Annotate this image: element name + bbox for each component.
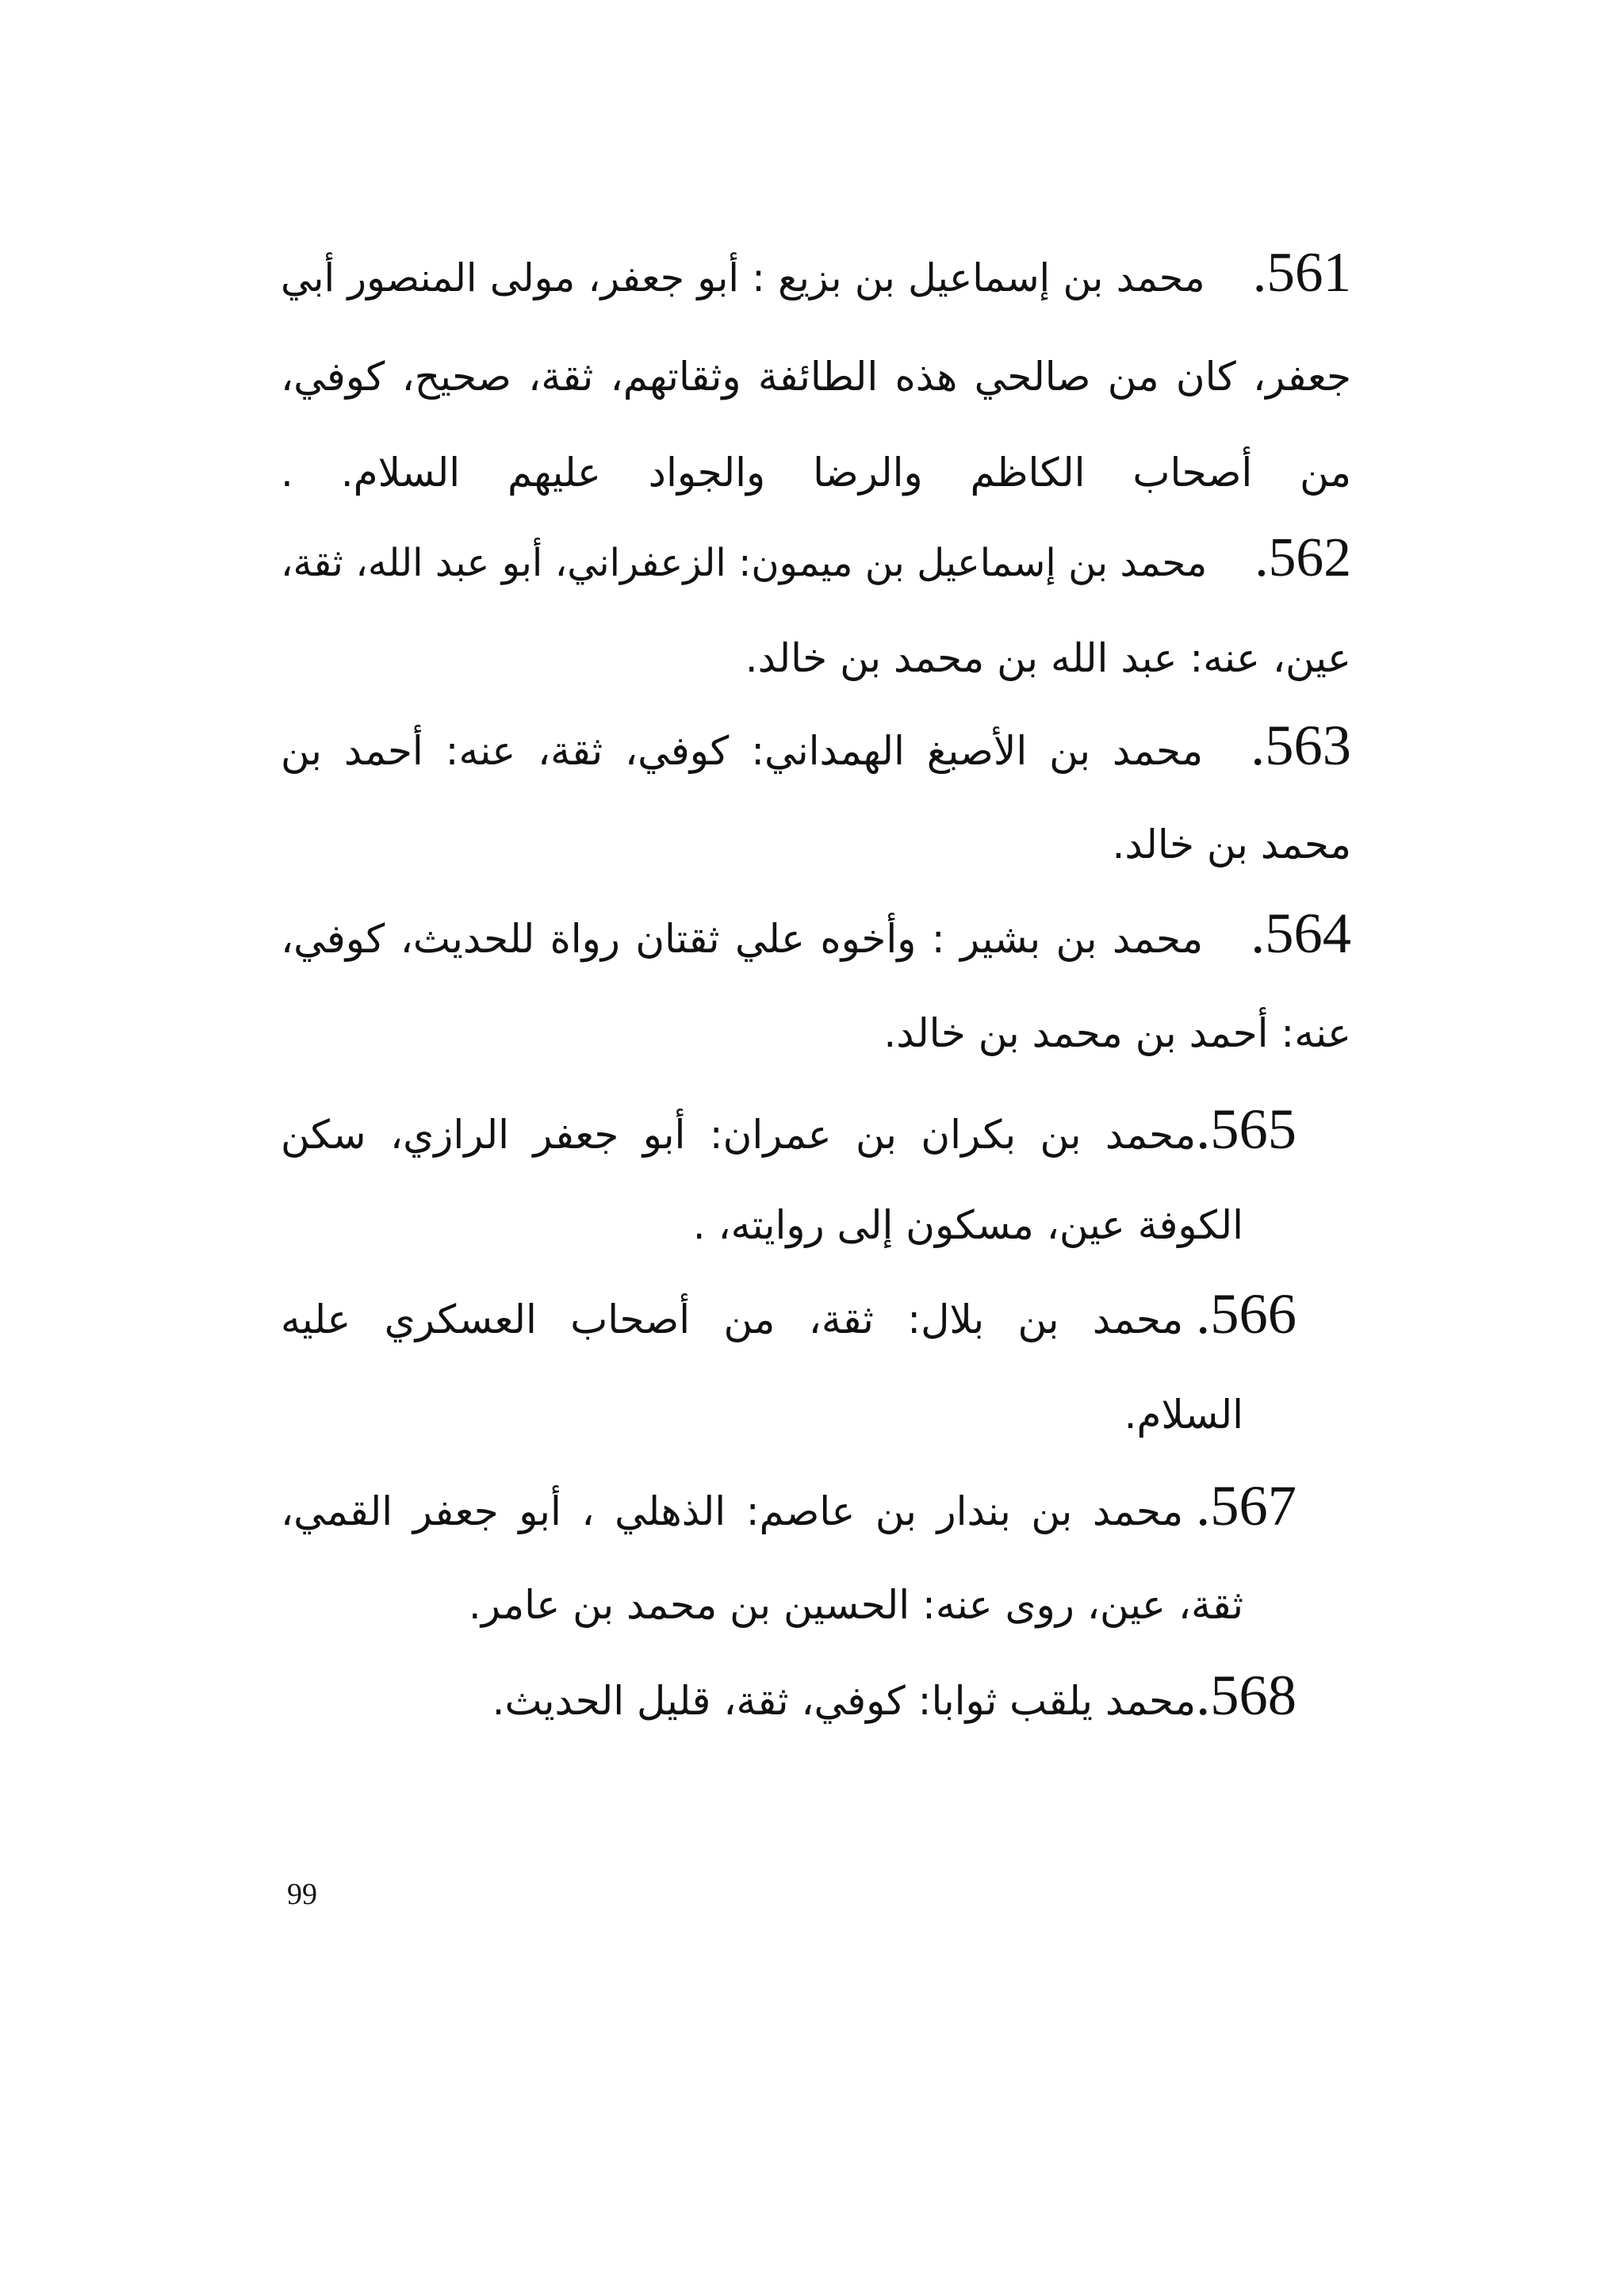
entry-563-line-1 — [281, 702, 1351, 795]
entry-text: محمد بن الأصبغ الهمداني: كوفي، ثقة، عنه: أحمد بن — [281, 728, 1204, 774]
entry-564-line-2 — [281, 990, 1351, 1077]
entry-text: محمد بن خالد. — [1112, 821, 1351, 867]
entry-number: 564. — [1251, 901, 1351, 965]
entry-568-line-1 — [281, 1652, 1297, 1744]
entry-text: محمد بن بلال: ثقة، من أصحاب العسكري عليه — [281, 1296, 1184, 1342]
entry-text: محمد بن إسماعيل بن ميمون: الزعفراني، أبو عبد الله، ثقة، — [281, 541, 1208, 585]
entry-text: محمد بن بشير : وأخوه علي ثقتان رواة للحديث، كوفي، — [281, 916, 1204, 962]
entry-563-line-2 — [281, 801, 1351, 888]
entry-text: محمد بن إسماعيل بن بزيع : أبو جعفر، مولى المنصور أبي — [281, 255, 1205, 301]
entry-562-line-1 — [281, 515, 1351, 607]
entry-text: عين، عنه: عبد الله بن محمد بن خالد. — [745, 635, 1351, 681]
entry-number: 568. — [1196, 1663, 1297, 1727]
entry-564-line-1 — [281, 890, 1351, 982]
entry-text: عنه: أحمد بن محمد بن خالد. — [883, 1010, 1351, 1056]
entry-567-line-1 — [281, 1462, 1297, 1555]
entry-text: ثقة، عين، روى عنه: الحسين بن محمد بن عامر. — [468, 1582, 1243, 1628]
entry-number: 561. — [1252, 242, 1351, 304]
entry-562-line-2 — [281, 615, 1351, 702]
page-number: 99 — [287, 1878, 317, 1911]
entry-text: محمد يلقب ثوابا: كوفي، ثقة، قليل الحديث. — [492, 1678, 1197, 1724]
entry-565-line-2 — [281, 1181, 1243, 1269]
entry-text: محمد بن بندار بن عاصم: الذهلي ، أبو جعفر القمي، — [281, 1488, 1184, 1534]
entry-561-line-1 — [281, 229, 1351, 322]
entry-561-line-2 — [281, 333, 1351, 420]
entry-number: 566. — [1196, 1281, 1297, 1346]
entry-number: 567. — [1196, 1473, 1297, 1538]
entry-565-line-1 — [281, 1086, 1297, 1178]
entry-566-line-2 — [281, 1371, 1243, 1458]
entry-text: جعفر، كان من صالحي هذه الطائفة وثقاتهم، ثقة، صحيح، كوفي، — [281, 354, 1351, 400]
entry-text: محمد بن بكران بن عمران: أبو جعفر الرازي، سكن — [281, 1112, 1197, 1158]
entry-number: 563. — [1251, 713, 1351, 777]
entry-text: السلام. — [1124, 1392, 1243, 1438]
entry-text: من أصحاب الكاظم والرضا والجواد عليهم السلام. . — [281, 450, 1351, 496]
entry-567-line-2 — [281, 1561, 1243, 1649]
entry-number: 565. — [1196, 1097, 1297, 1161]
entry-561-line-3 — [281, 429, 1351, 516]
entry-text: الكوفة عين، مسكون إلى روايته، . — [692, 1202, 1243, 1248]
entry-566-line-1 — [281, 1270, 1297, 1363]
entry-number: 562. — [1254, 527, 1351, 588]
